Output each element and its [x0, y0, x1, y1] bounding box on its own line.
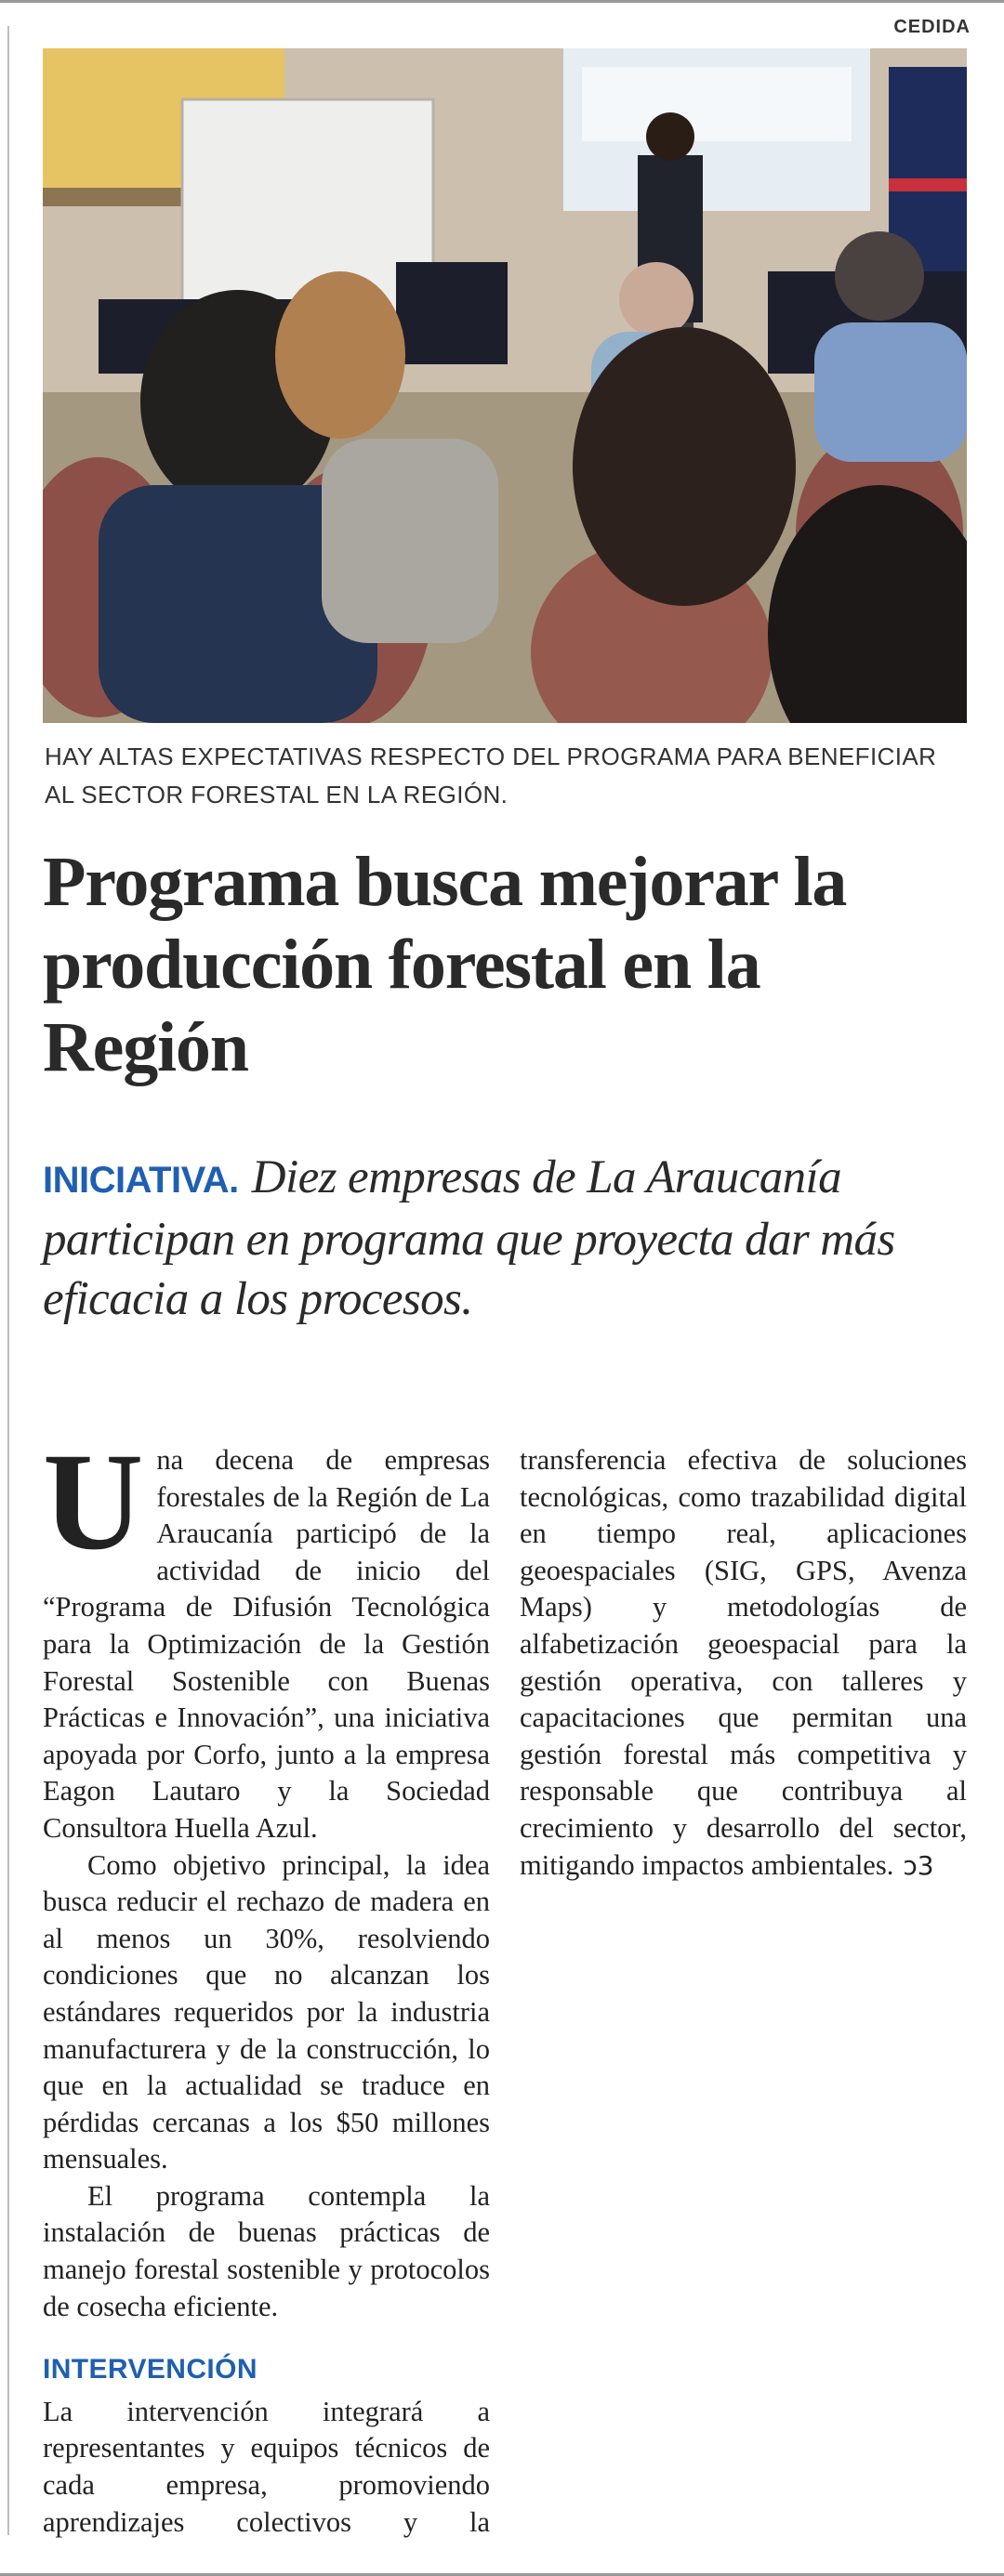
body-paragraph-1: [43, 1425, 490, 1847]
body-paragraph-4-text: La intervención integrará a representantes y equipos técnicos de cada empresa, promoviendo aprendizajes colectivos y la transferencia efectiva de soluciones tecnológicas, como trazabilidad digital en tiempo real, aplicaciones geoespaciales (SIG, GPS, Avenza Maps) y metodologías de alfabetización geoespacial para la gestión operativa, con talleres y capacitaciones que permitan una gestión forestal más competitiva y responsable que contribuya al crecimiento y desarrollo del sector, mitigando impactos ambientales.: [43, 1444, 967, 2538]
lead-kicker: INICIATIVA.: [43, 1160, 239, 1201]
top-rule: [0, 0, 1004, 3]
photo-caption: HAY ALTAS EXPECTATIVAS RESPECTO DEL PROGRAMA PARA BENEFICIAR AL SECTOR FORESTAL EN LA REGIÓN.: [45, 743, 937, 808]
section-subhead: INTERVENCIÓN: [43, 2354, 258, 2385]
body-paragraph-3: El programa contempla la instalación de buenas prácticas de manejo forestal sostenible y protocolos de cosecha eficiente.: [43, 2179, 490, 2322]
end-mark-icon: ↄ3: [903, 1849, 934, 1881]
left-rule: [7, 26, 9, 2535]
article-body: [43, 1425, 967, 2557]
body-paragraph-2: Como objetivo principal, la idea busca reducir el rechazo de madera en al menos un 30%, resolviendo condiciones que no alcanzan los estándares requeridos por la industria manufacturera y de la construcción, lo que en la actualidad se traduce en pérdidas cercanas a los $50 millones mensuales.: [43, 1848, 490, 2175]
lead-paragraph: [43, 1148, 972, 1329]
drop-cap: U: [43, 1425, 144, 1579]
photo-credit: CEDIDA: [893, 17, 971, 37]
lead-text: Diez empresas de La Araucanía participan en programa que proyecta dar más eficacia a los procesos.: [43, 1151, 895, 1325]
event-photo-illustration: [43, 48, 967, 723]
body-paragraph-1-text: na decena de empresas forestales de la Región de La Araucanía participó de la actividad de inicio del “Programa de Difusión Tecnológica para la Optimización de la Gestión Forestal Sostenible con Buenas Prácticas e Innovación”, una iniciativa apoyada por Corfo, junto a la empresa Eagon Lautaro y la Sociedad Consultora Huella Azul.: [43, 1444, 490, 1844]
event-photo: [43, 48, 967, 723]
headline: Programa busca mejorar la producción forestal en la Región: [43, 843, 847, 1086]
